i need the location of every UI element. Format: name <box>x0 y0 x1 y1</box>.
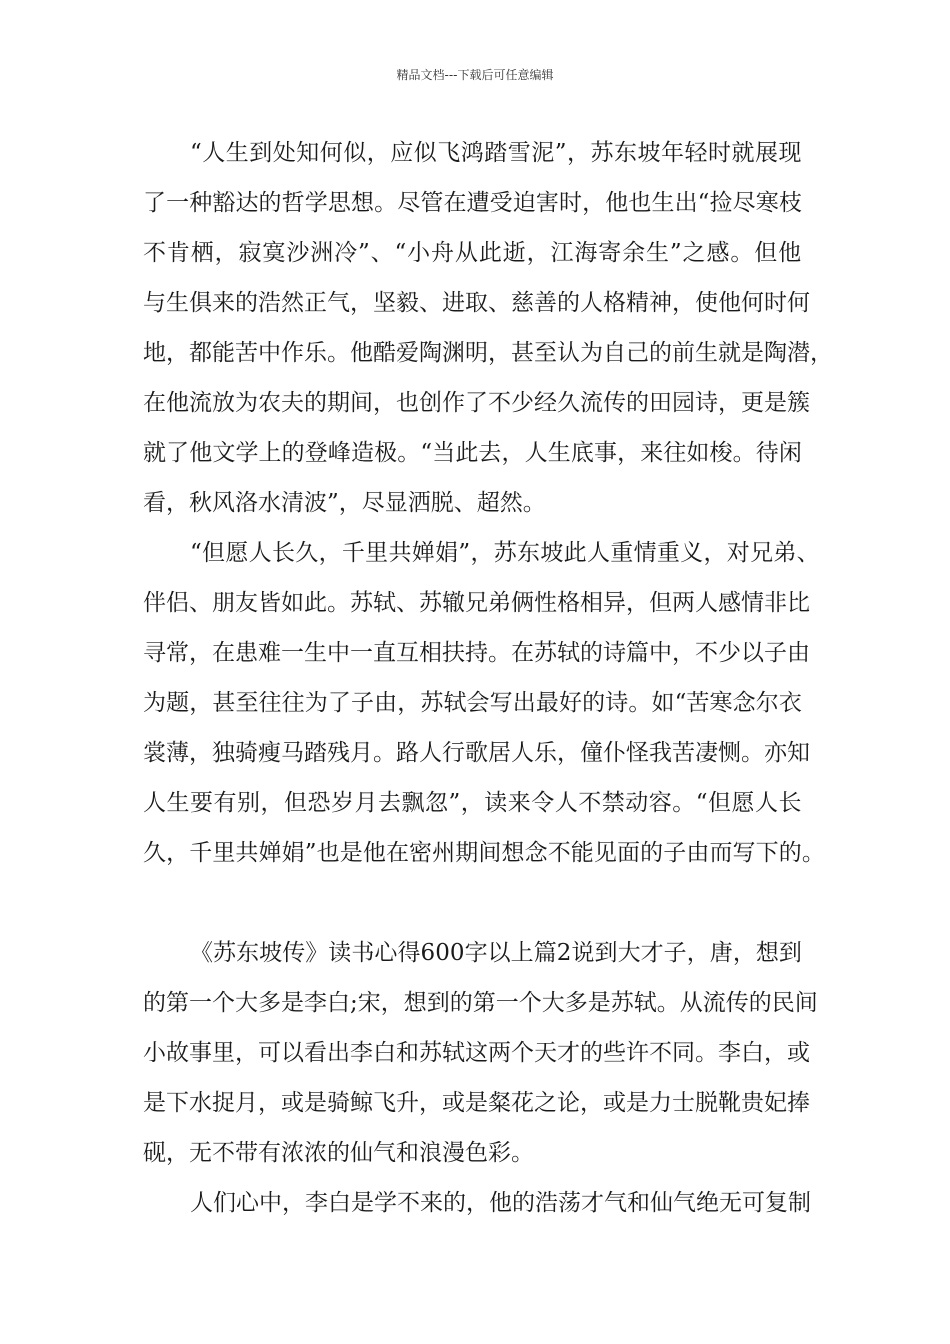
text-line: 了一种豁达的哲学思想。尽管在遭受迫害时，他也生出“捡尽寒枝 <box>143 190 802 216</box>
text-line: 小故事里，可以看出李白和苏轼这两个天才的些许不同。李白，或 <box>143 1040 810 1066</box>
text-line: 是下水捉月，或是骑鲸飞升，或是粲花之论，或是力士脱靴贵妃捧 <box>143 1090 810 1116</box>
text-line: 为题，甚至往往为了子由，苏轼会写出最好的诗。如“苦寒念尔衣 <box>143 690 802 716</box>
text-line: 久，千里共婵娟”也是他在密州期间想念不能见面的子由而写下的。 <box>143 840 825 866</box>
page-header: 精品文档---下载后可任意编辑 <box>396 68 554 82</box>
text-line: 就了他文学上的登峰造极。“当此去，人生底事，来往如梭。待闲 <box>143 440 802 466</box>
text-line: 人们心中，李白是学不来的，他的浩荡才气和仙气绝无可复制 <box>190 1190 811 1216</box>
text-line: 不肯栖，寂寞沙洲冷”、“小舟从此逝，江海寄余生”之感。但他 <box>143 240 802 266</box>
text-line: 伴侣、朋友皆如此。苏轼、苏辙兄弟俩性格相异，但两人感情非比 <box>143 590 810 616</box>
text-line: 裳薄，独骑瘦马踏残月。路人行歌居人乐，僮仆怪我苦凄恻。亦知 <box>143 740 810 766</box>
text-line: 与生俱来的浩然正气，坚毅、进取、慈善的人格精神，使他何时何 <box>143 290 810 316</box>
text-line: 人生要有别，但恐岁月去飘忽”，读来令人不禁动容。“但愿人长 <box>143 790 802 816</box>
text-line: 的第一个大多是李白;宋，想到的第一个大多是苏轼。从流传的民间 <box>143 990 818 1016</box>
text-line: 砚，无不带有浓浓的仙气和浪漫色彩。 <box>143 1140 534 1166</box>
text-line: 在他流放为农夫的期间，也创作了不少经久流传的田园诗，更是簇 <box>143 390 810 416</box>
text-line: 地，都能苦中作乐。他酷爱陶渊明，甚至认为自己的前生就是陶潜， <box>143 340 833 366</box>
text-line: 寻常，在患难一生中一直互相扶持。在苏轼的诗篇中，不少以子由 <box>143 640 810 666</box>
text-line: “但愿人长久，千里共婵娟”，苏东坡此人重情重义，对兄弟、 <box>190 540 820 566</box>
text-line: 《苏东坡传》读书心得600字以上篇2说到大才子，唐，想到 <box>190 940 802 966</box>
text-line: “人生到处知何似，应似飞鸿踏雪泥”，苏东坡年轻时就展现 <box>190 140 802 166</box>
text-line: 看，秋风洛水清波”，尽显洒脱、超然。 <box>143 490 546 516</box>
